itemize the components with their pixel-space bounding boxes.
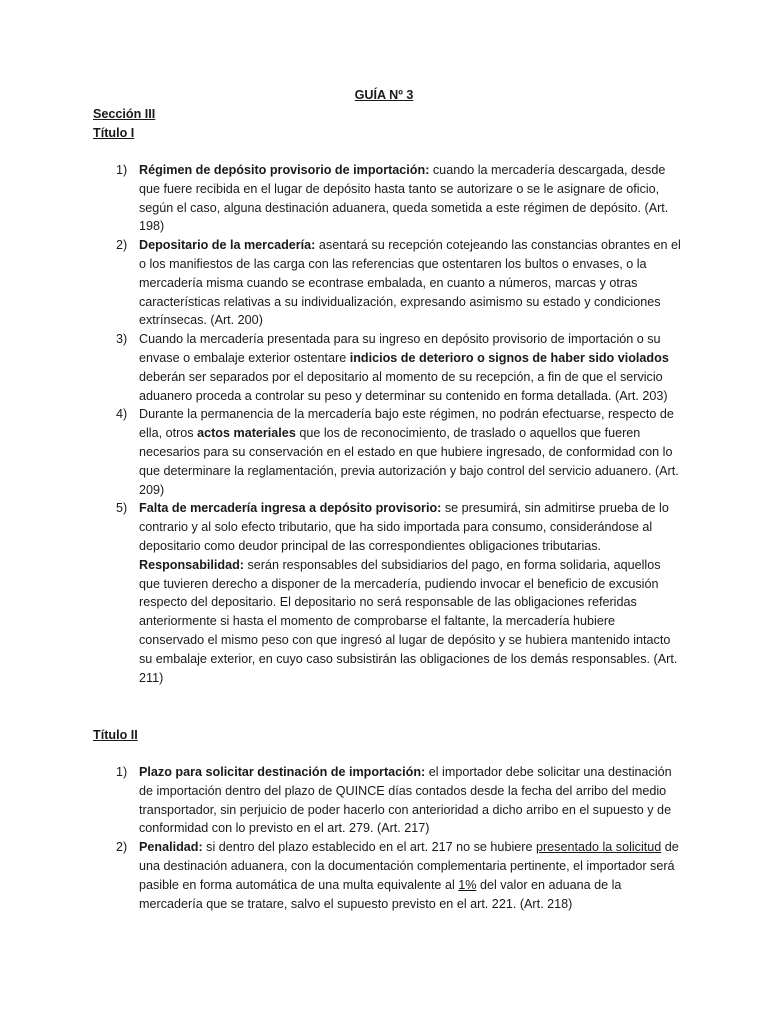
list-item: [116, 499, 681, 687]
titulo-1-heading: Título I: [93, 126, 135, 140]
item-term: Plazo para solicitar destinación de importación:: [139, 765, 426, 779]
item-text: si dentro del plazo establecido en el art. 217 no se hubiere: [202, 840, 536, 855]
item-text: Cuando la mercadería presentada para su ingreso en depósito provisorio de importación o su envase o embalaje exterior ostentare: [139, 332, 661, 365]
item-text: asentará su recepción cotejeando las constancias obrantes en el o los manifiestos de las carga con las referencias que ostentaren los bultos o envases, o la mercadería misma cuando se econtrase embalada, en cuanto a números, marcas y otras características relativas a su individualización, expresando asimismo su estado y condiciones extrínsecas. (Art. 200): [139, 238, 681, 328]
item-underlined-text: presentado la solicitud: [535, 840, 662, 855]
item-subterm: Responsabilidad:: [139, 557, 244, 572]
item-term: actos materiales: [197, 426, 296, 441]
item-term: indicios de deterioro o signos de haber sido violados: [349, 350, 669, 365]
item-number: 5): [116, 501, 128, 516]
item-number: 3): [116, 332, 128, 347]
item-text: que los de reconocimiento, de traslado o aquellos que fueren necesarios para su conservación en el estado en que hubiere ingresado, de conformidad con lo que determinare la reglamentación, previa autorización y bajo control del servicio aduanero. (Art. 209): [139, 426, 679, 497]
item-number: 4): [116, 407, 128, 422]
item-text: se presumirá, sin admitirse prueba de lo contrario y al solo efecto tributario, que ha sido importada para consumo, considerándose al depositario como deudor principal de las correspondientes obligaciones tributarias.: [139, 501, 669, 553]
list-item: [116, 763, 681, 838]
list-item: [116, 405, 681, 499]
item-number: 1): [116, 163, 128, 177]
document-title: GUÍA Nº 3: [354, 88, 414, 102]
titulo-2-list: [116, 763, 681, 913]
item-number: 1): [116, 765, 128, 779]
item-text: del valor en aduana de la mercadería que se tratare, salvo el supuesto previsto en el art. 221. (Art. 218): [139, 877, 622, 911]
item-term: Penalidad:: [139, 840, 203, 855]
item-text: cuando la mercadería descargada, desde que fuere recibida en el lugar de depósito hasta tanto se autorizare o se le asignare de oficio, según el caso, alguna destinación aduanera, queda sometida a este régimen de depósito. (Art. 198): [139, 163, 669, 234]
item-text: deberán ser separados por el depositario al momento de su recepción, a fin de que el servicio aduanero proceda a controlar su peso y determinar su contenido en forma detallada. (Art. 203): [139, 369, 668, 403]
item-term: Depositario de la mercadería:: [139, 238, 316, 253]
titulo-2-heading: Título II: [93, 728, 138, 742]
section-heading: Sección III: [93, 107, 156, 121]
item-text: serán responsables del subsidiarios del pago, en forma solidaria, aquellos que tuvieren derecho a disponer de la mercadería, pudiendo invocar el beneficio de excusión respecto del depositario. El depositario no será responsable de las obligaciones referidas anteriormente si hasta el momento de comprobarse el faltante, la mercadería hubiere conservado el mismo peso con que ingresó al lugar de depósito y se hubiera mantenido intacto su embalaje exterior, en cuyo caso subsistirán las obligaciones de los demás responsables. (Art. 211): [139, 557, 678, 685]
list-item: [116, 330, 681, 405]
list-item: [116, 838, 681, 913]
titulo-1-list: [116, 161, 681, 687]
item-text: el importador debe solicitar una destinación de importación dentro del plazo de QUINCE días contados desde la fecha del arribo del medio transportador, sin perjuicio de poder hacerlo con anterioridad a dicho arribo en el supuesto y de conformidad con lo previsto en el art. 279. (Art. 217): [139, 765, 672, 836]
item-text: Durante la permanencia de la mercadería bajo este régimen, no podrán efectuarse, respecto de ella, otros: [139, 407, 674, 441]
list-item: [116, 161, 681, 236]
item-text: de una destinación aduanera, con la documentación complementaria pertinente, el importador será pasible en forma automática de una multa equivalente al: [139, 840, 679, 892]
item-term: Régimen de depósito provisorio de importación:: [139, 163, 430, 177]
item-term: Falta de mercadería ingresa a depósito provisorio:: [139, 501, 442, 516]
item-number: 2): [116, 840, 128, 855]
item-number: 2): [116, 238, 128, 253]
item-underlined-text: 1%: [458, 877, 477, 892]
list-item: [116, 236, 681, 330]
